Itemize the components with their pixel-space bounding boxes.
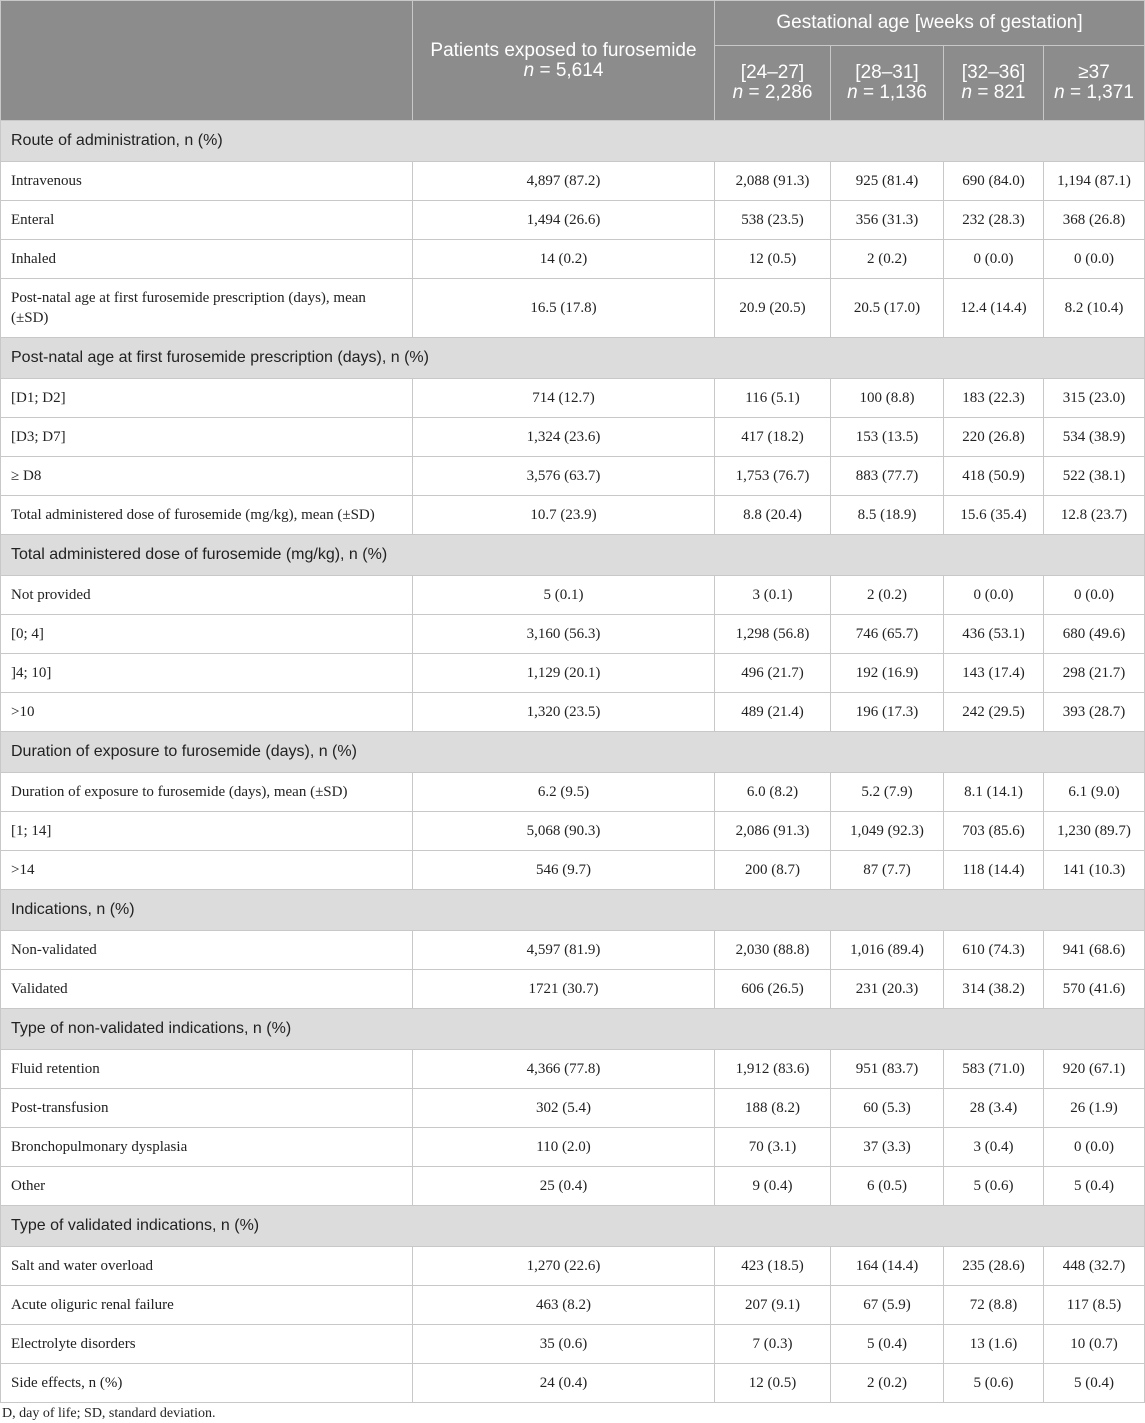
table-row (1, 654, 1145, 693)
cell-group-2: 356 (31.3) (831, 201, 944, 240)
row-label: [1; 14] (1, 812, 413, 851)
cell-group-2: 2 (0.2) (831, 240, 944, 279)
section-title: Indications, n (%) (1, 890, 1145, 931)
row-label: Total administered dose of furosemide (mg/kg), mean (±SD) (1, 496, 413, 535)
cell-group-4: 8.2 (10.4) (1044, 279, 1145, 338)
table-row (1, 970, 1145, 1009)
cell-group-3: 703 (85.6) (944, 812, 1044, 851)
row-label: Enteral (1, 201, 413, 240)
cell-group-3: 235 (28.6) (944, 1247, 1044, 1286)
table-row (1, 1050, 1145, 1089)
cell-group-3: 72 (8.8) (944, 1286, 1044, 1325)
table-row (1, 1089, 1145, 1128)
cell-group-3: 143 (17.4) (944, 654, 1044, 693)
cell-group-1: 1,753 (76.7) (715, 457, 831, 496)
cell-group-3: 5 (0.6) (944, 1167, 1044, 1206)
cell-total: 1,129 (20.1) (413, 654, 715, 693)
table-row (1, 693, 1145, 732)
cell-total: 5 (0.1) (413, 576, 715, 615)
section-title: Total administered dose of furosemide (mg/kg), n (%) (1, 535, 1145, 576)
table-header (1, 1, 1145, 121)
row-label: Bronchopulmonary dysplasia (1, 1128, 413, 1167)
cell-group-3: 0 (0.0) (944, 576, 1044, 615)
section-title: Type of validated indications, n (%) (1, 1206, 1145, 1247)
cell-total: 4,366 (77.8) (413, 1050, 715, 1089)
cell-group-3: 3 (0.4) (944, 1128, 1044, 1167)
cell-group-2: 2 (0.2) (831, 576, 944, 615)
section-header-row (1, 890, 1145, 931)
cell-total: 4,597 (81.9) (413, 931, 715, 970)
cell-group-2: 883 (77.7) (831, 457, 944, 496)
table-row (1, 1167, 1145, 1206)
table-row (1, 1325, 1145, 1364)
cell-group-3: 12.4 (14.4) (944, 279, 1044, 338)
header-group-28-31: [28–31] n = 1,136 (831, 46, 944, 121)
cell-group-1: 606 (26.5) (715, 970, 831, 1009)
cell-group-4: 0 (0.0) (1044, 1128, 1145, 1167)
section-header-row (1, 732, 1145, 773)
cell-group-4: 570 (41.6) (1044, 970, 1145, 1009)
cell-group-2: 2 (0.2) (831, 1364, 944, 1403)
cell-group-4: 941 (68.6) (1044, 931, 1145, 970)
cell-group-3: 418 (50.9) (944, 457, 1044, 496)
cell-group-4: 680 (49.6) (1044, 615, 1145, 654)
section-title: Post-natal age at first furosemide prescription (days), n (%) (1, 338, 1145, 379)
cell-total: 1,324 (23.6) (413, 418, 715, 457)
table-row (1, 851, 1145, 890)
section-title: Duration of exposure to furosemide (days), n (%) (1, 732, 1145, 773)
table-row (1, 931, 1145, 970)
cell-group-3: 220 (26.8) (944, 418, 1044, 457)
cell-group-4: 534 (38.9) (1044, 418, 1145, 457)
cell-total: 1721 (30.7) (413, 970, 715, 1009)
cell-group-2: 60 (5.3) (831, 1089, 944, 1128)
table-footnote: D, day of life; SD, standard deviation. (2, 1406, 216, 1421)
row-label: Post-natal age at first furosemide prescription (days), mean (±SD) (1, 279, 413, 338)
table-row (1, 162, 1145, 201)
cell-total: 463 (8.2) (413, 1286, 715, 1325)
cell-total: 110 (2.0) (413, 1128, 715, 1167)
cell-group-1: 116 (5.1) (715, 379, 831, 418)
row-label: Electrolyte disorders (1, 1325, 413, 1364)
cell-group-1: 1,298 (56.8) (715, 615, 831, 654)
row-label: Other (1, 1167, 413, 1206)
cell-group-1: 417 (18.2) (715, 418, 831, 457)
cell-group-1: 2,086 (91.3) (715, 812, 831, 851)
row-label: >10 (1, 693, 413, 732)
cell-group-3: 28 (3.4) (944, 1089, 1044, 1128)
cell-group-3: 183 (22.3) (944, 379, 1044, 418)
cell-group-3: 690 (84.0) (944, 162, 1044, 201)
section-header-row (1, 121, 1145, 162)
row-label: Side effects, n (%) (1, 1364, 413, 1403)
cell-group-4: 10 (0.7) (1044, 1325, 1145, 1364)
cell-group-2: 6 (0.5) (831, 1167, 944, 1206)
cell-group-2: 231 (20.3) (831, 970, 944, 1009)
table-row (1, 201, 1145, 240)
cell-group-1: 12 (0.5) (715, 1364, 831, 1403)
cell-total: 714 (12.7) (413, 379, 715, 418)
row-label: Validated (1, 970, 413, 1009)
header-group-24-27: [24–27] n = 2,286 (715, 46, 831, 121)
header-exposed (413, 1, 715, 121)
cell-group-4: 298 (21.7) (1044, 654, 1145, 693)
cell-group-2: 1,016 (89.4) (831, 931, 944, 970)
cell-group-4: 5 (0.4) (1044, 1167, 1145, 1206)
cell-group-4: 26 (1.9) (1044, 1089, 1145, 1128)
cell-total: 24 (0.4) (413, 1364, 715, 1403)
cell-total: 16.5 (17.8) (413, 279, 715, 338)
cell-group-3: 436 (53.1) (944, 615, 1044, 654)
section-title: Route of administration, n (%) (1, 121, 1145, 162)
row-label: Intravenous (1, 162, 413, 201)
cell-group-1: 6.0 (8.2) (715, 773, 831, 812)
cell-group-4: 12.8 (23.7) (1044, 496, 1145, 535)
cell-group-2: 153 (13.5) (831, 418, 944, 457)
cell-group-4: 0 (0.0) (1044, 240, 1145, 279)
cell-total: 302 (5.4) (413, 1089, 715, 1128)
table-row (1, 1364, 1145, 1403)
table-row (1, 379, 1145, 418)
cell-group-1: 8.8 (20.4) (715, 496, 831, 535)
section-title: Type of non-validated indications, n (%) (1, 1009, 1145, 1050)
table-row (1, 1286, 1145, 1325)
row-label: Salt and water overload (1, 1247, 413, 1286)
header-gestational-age: Gestational age [weeks of gestation] (715, 1, 1145, 46)
header-blank-cell (1, 1, 413, 121)
cell-group-4: 0 (0.0) (1044, 576, 1145, 615)
cell-total: 5,068 (90.3) (413, 812, 715, 851)
section-header-row (1, 1009, 1145, 1050)
table-row (1, 1128, 1145, 1167)
cell-group-4: 522 (38.1) (1044, 457, 1145, 496)
cell-group-1: 188 (8.2) (715, 1089, 831, 1128)
cell-group-3: 118 (14.4) (944, 851, 1044, 890)
cell-group-3: 232 (28.3) (944, 201, 1044, 240)
table-row (1, 418, 1145, 457)
cell-group-2: 951 (83.7) (831, 1050, 944, 1089)
table-row (1, 812, 1145, 851)
row-label: Fluid retention (1, 1050, 413, 1089)
row-label: Acute oliguric renal failure (1, 1286, 413, 1325)
cell-group-2: 164 (14.4) (831, 1247, 944, 1286)
cell-group-4: 117 (8.5) (1044, 1286, 1145, 1325)
cell-group-4: 448 (32.7) (1044, 1247, 1145, 1286)
cell-total: 3,160 (56.3) (413, 615, 715, 654)
cell-group-1: 538 (23.5) (715, 201, 831, 240)
cell-group-1: 1,912 (83.6) (715, 1050, 831, 1089)
row-label: [D3; D7] (1, 418, 413, 457)
cell-group-4: 141 (10.3) (1044, 851, 1145, 890)
header-exposed-title: Patients exposed to furosemide (430, 39, 697, 61)
cell-group-3: 8.1 (14.1) (944, 773, 1044, 812)
cell-group-4: 393 (28.7) (1044, 693, 1145, 732)
cell-group-3: 583 (71.0) (944, 1050, 1044, 1089)
header-exposed-n: n = 5,614 (523, 59, 604, 81)
cell-group-4: 368 (26.8) (1044, 201, 1145, 240)
cell-total: 25 (0.4) (413, 1167, 715, 1206)
row-label: Post-transfusion (1, 1089, 413, 1128)
cell-total: 6.2 (9.5) (413, 773, 715, 812)
cell-group-2: 5.2 (7.9) (831, 773, 944, 812)
table-row (1, 1247, 1145, 1286)
row-label: Non-validated (1, 931, 413, 970)
cell-group-2: 87 (7.7) (831, 851, 944, 890)
cell-group-2: 196 (17.3) (831, 693, 944, 732)
cell-group-1: 207 (9.1) (715, 1286, 831, 1325)
section-header-row (1, 535, 1145, 576)
cell-group-1: 496 (21.7) (715, 654, 831, 693)
cell-group-1: 423 (18.5) (715, 1247, 831, 1286)
cell-group-3: 15.6 (35.4) (944, 496, 1044, 535)
cell-group-4: 920 (67.1) (1044, 1050, 1145, 1089)
cell-group-1: 3 (0.1) (715, 576, 831, 615)
row-label: Inhaled (1, 240, 413, 279)
row-label: Duration of exposure to furosemide (days), mean (±SD) (1, 773, 413, 812)
row-label: [0; 4] (1, 615, 413, 654)
cell-group-4: 315 (23.0) (1044, 379, 1145, 418)
table-row (1, 240, 1145, 279)
cell-group-2: 5 (0.4) (831, 1325, 944, 1364)
header-group-37-plus: ≥37 n = 1,371 (1044, 46, 1145, 121)
cell-total: 1,494 (26.6) (413, 201, 715, 240)
cell-total: 4,897 (87.2) (413, 162, 715, 201)
cell-group-3: 13 (1.6) (944, 1325, 1044, 1364)
section-header-row (1, 338, 1145, 379)
cell-group-4: 6.1 (9.0) (1044, 773, 1145, 812)
table-row (1, 576, 1145, 615)
cell-total: 1,320 (23.5) (413, 693, 715, 732)
cell-group-2: 20.5 (17.0) (831, 279, 944, 338)
cell-group-1: 200 (8.7) (715, 851, 831, 890)
cell-group-4: 1,194 (87.1) (1044, 162, 1145, 201)
cell-group-2: 192 (16.9) (831, 654, 944, 693)
row-label: ]4; 10] (1, 654, 413, 693)
cell-group-3: 610 (74.3) (944, 931, 1044, 970)
table-row (1, 615, 1145, 654)
cell-group-3: 242 (29.5) (944, 693, 1044, 732)
cell-group-3: 5 (0.6) (944, 1364, 1044, 1403)
table-row (1, 457, 1145, 496)
cell-group-1: 12 (0.5) (715, 240, 831, 279)
table-body (1, 121, 1145, 1403)
table-row (1, 773, 1145, 812)
cell-group-2: 67 (5.9) (831, 1286, 944, 1325)
cell-total: 10.7 (23.9) (413, 496, 715, 535)
cell-group-3: 314 (38.2) (944, 970, 1044, 1009)
cell-group-2: 1,049 (92.3) (831, 812, 944, 851)
row-label: Not provided (1, 576, 413, 615)
header-group-32-36: [32–36] n = 821 (944, 46, 1044, 121)
row-label: ≥ D8 (1, 457, 413, 496)
cell-group-4: 5 (0.4) (1044, 1364, 1145, 1403)
cell-group-3: 0 (0.0) (944, 240, 1044, 279)
table-row (1, 279, 1145, 338)
cell-group-2: 925 (81.4) (831, 162, 944, 201)
cell-group-1: 70 (3.1) (715, 1128, 831, 1167)
cell-group-1: 2,030 (88.8) (715, 931, 831, 970)
row-label: >14 (1, 851, 413, 890)
cell-total: 3,576 (63.7) (413, 457, 715, 496)
row-label: [D1; D2] (1, 379, 413, 418)
cell-total: 1,270 (22.6) (413, 1247, 715, 1286)
cell-total: 546 (9.7) (413, 851, 715, 890)
section-header-row (1, 1206, 1145, 1247)
cell-group-1: 7 (0.3) (715, 1325, 831, 1364)
cell-group-2: 746 (65.7) (831, 615, 944, 654)
table-row (1, 496, 1145, 535)
cell-group-1: 20.9 (20.5) (715, 279, 831, 338)
cell-total: 14 (0.2) (413, 240, 715, 279)
cell-total: 35 (0.6) (413, 1325, 715, 1364)
cell-group-2: 8.5 (18.9) (831, 496, 944, 535)
cell-group-1: 489 (21.4) (715, 693, 831, 732)
cell-group-1: 2,088 (91.3) (715, 162, 831, 201)
cell-group-1: 9 (0.4) (715, 1167, 831, 1206)
cell-group-2: 37 (3.3) (831, 1128, 944, 1167)
cell-group-2: 100 (8.8) (831, 379, 944, 418)
cell-group-4: 1,230 (89.7) (1044, 812, 1145, 851)
